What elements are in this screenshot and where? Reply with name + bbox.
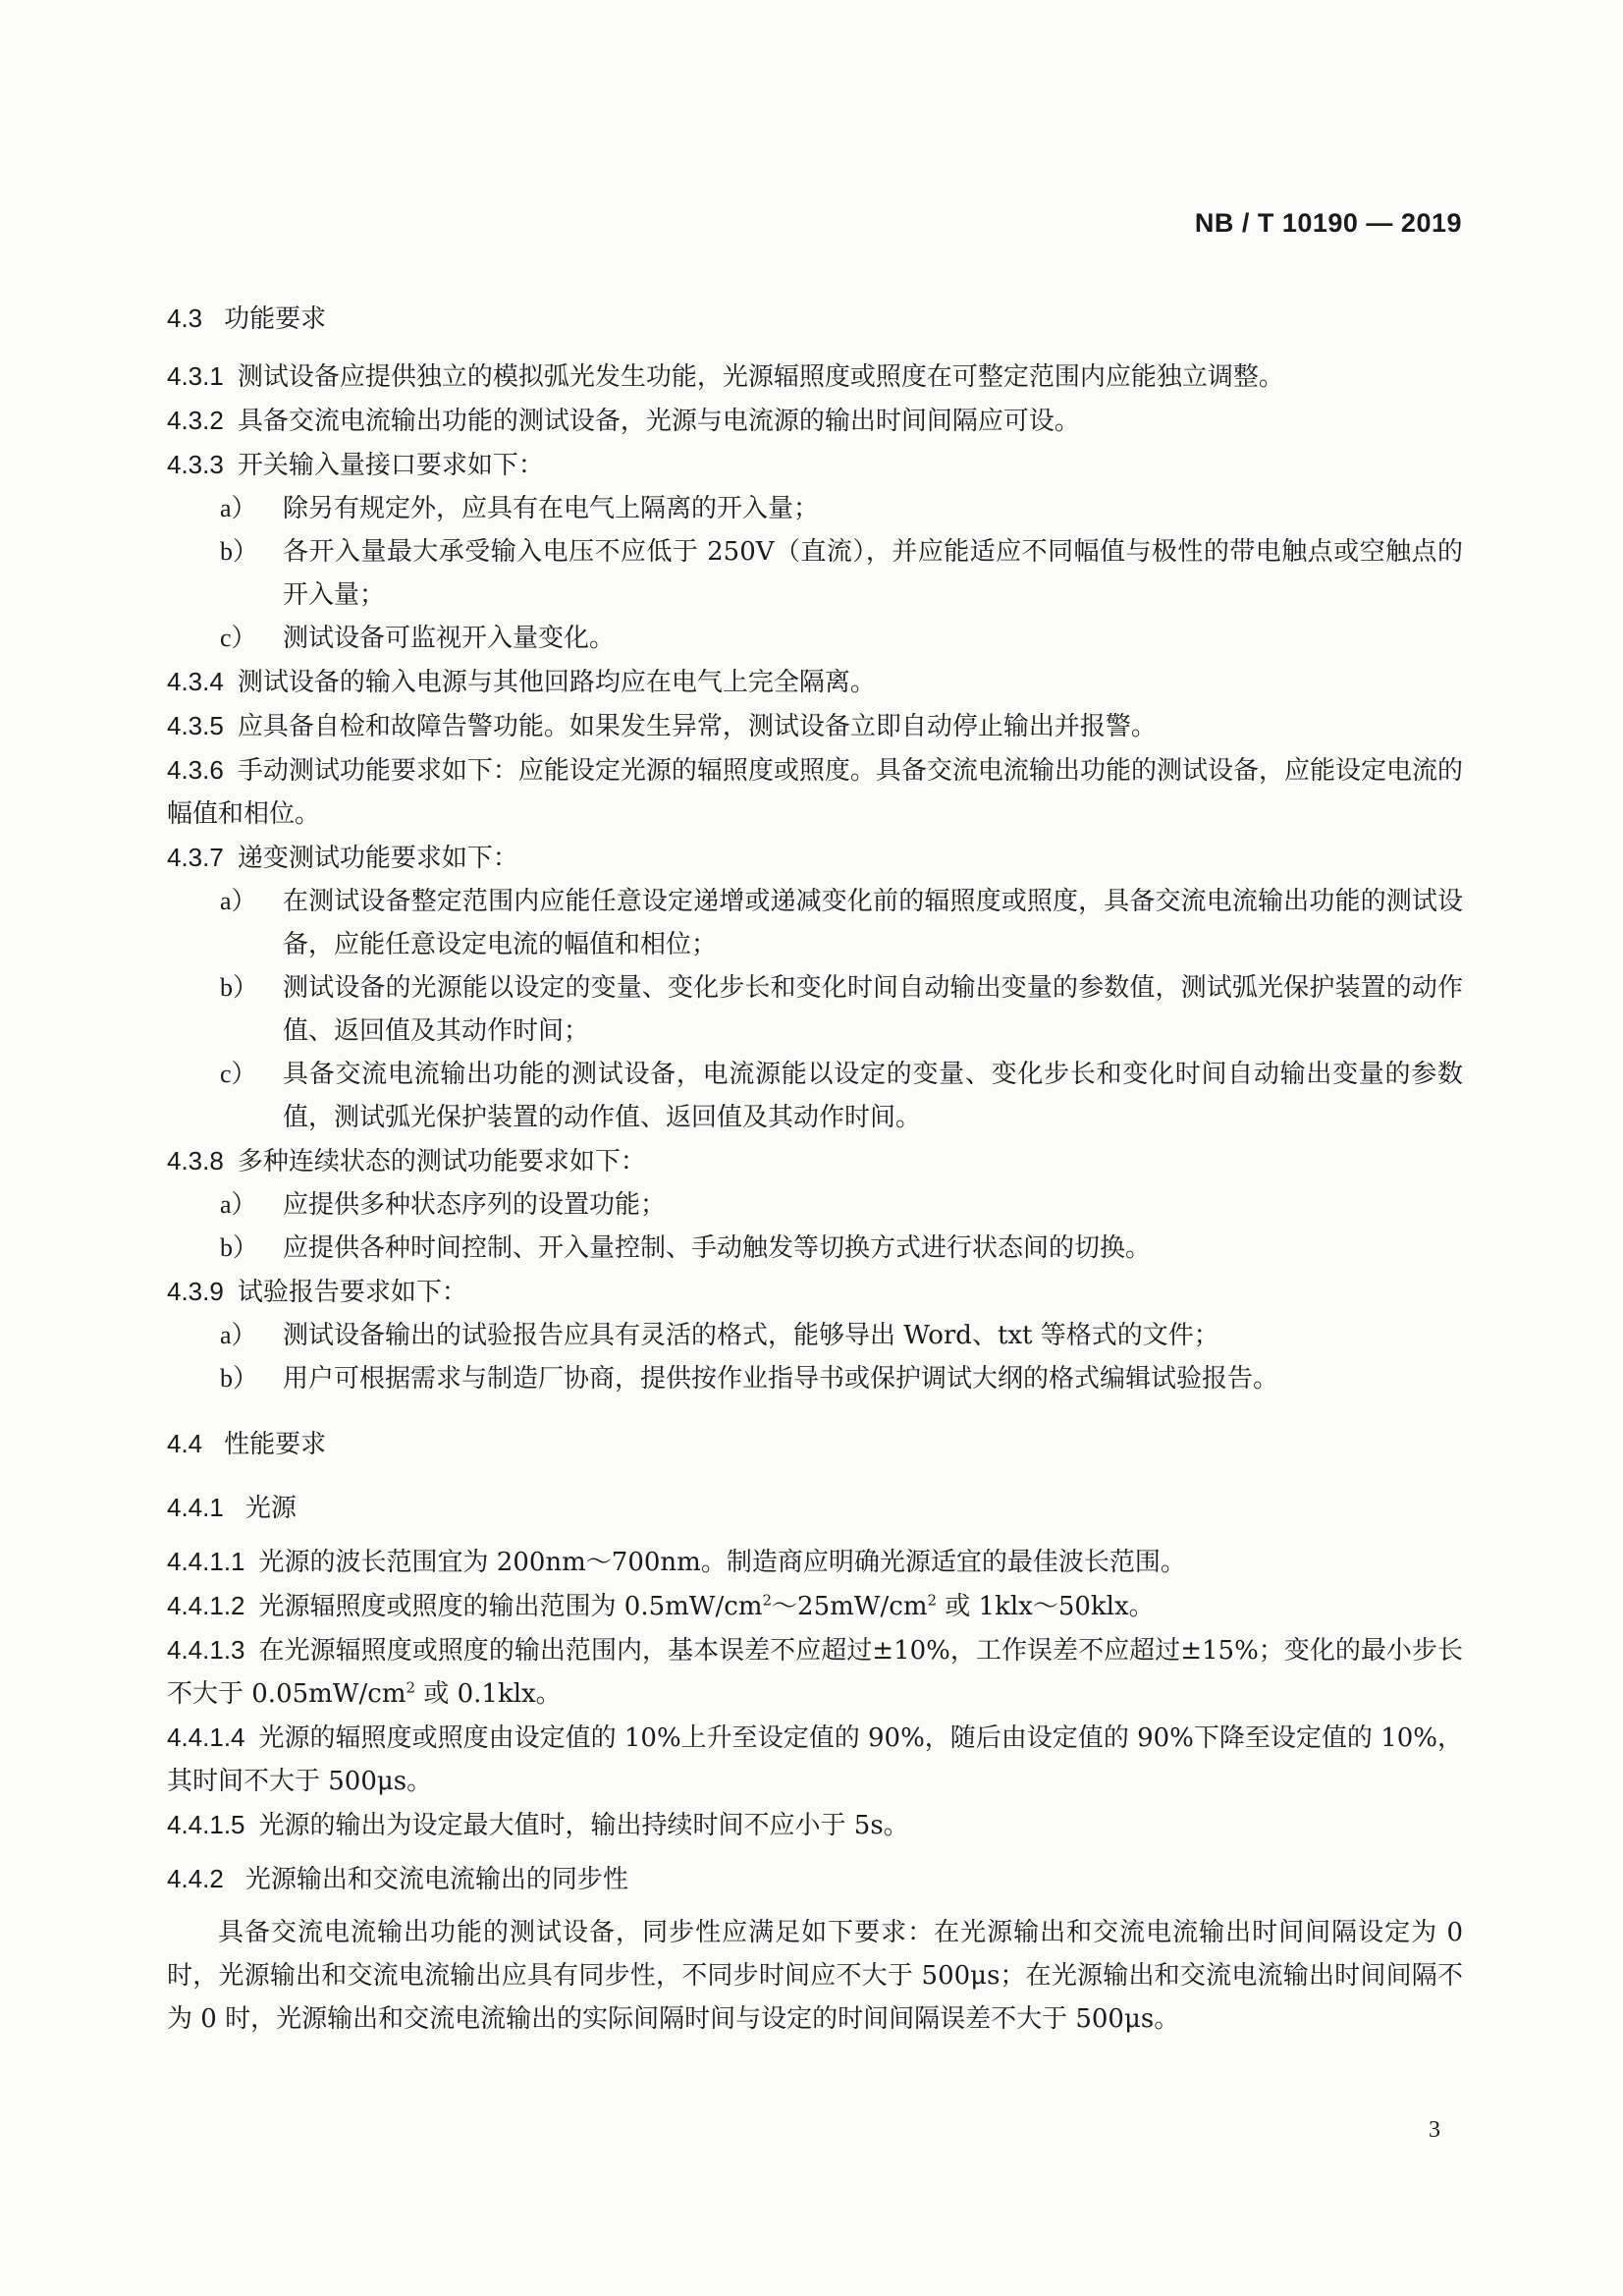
list-item — [167, 1053, 1463, 1139]
clause-number: 4.3.6 — [167, 755, 224, 785]
list-item — [167, 1314, 1463, 1357]
superscript: 2 — [927, 1591, 938, 1610]
clause — [167, 1716, 1463, 1803]
clause-text: 测试设备的输入电源与其他回路均应在电气上完全隔离。 — [237, 668, 876, 697]
text-run: ～25mW/cm — [772, 1592, 928, 1621]
clause — [167, 660, 1463, 704]
clause-number: 4.3.7 — [167, 843, 224, 872]
clause-number: 4.4.1.4 — [167, 1722, 245, 1752]
clause-text: 光源的输出为设定最大值时，输出持续时间不应小于 5s。 — [258, 1811, 909, 1840]
section-heading — [167, 1422, 1463, 1466]
list-item-text: 用户可根据需求与制造厂协商，提供按作业指导书或保护调试大纲的格式编辑试验报告。 — [283, 1364, 1279, 1394]
clause — [167, 355, 1463, 399]
clause-text: 应具备自检和故障告警功能。如果发生异常，测试设备立即自动停止输出并报警。 — [237, 712, 1157, 741]
clause — [167, 443, 1463, 487]
clause — [167, 1584, 1463, 1628]
clause-number: 4.3.8 — [167, 1146, 224, 1175]
text-run: 在光源辐照度或照度的输出范围内，基本误差不应超过±10%，工作误差不应超过±15%；变化的最小步长不大于 0.05mW/cm — [167, 1636, 1463, 1709]
paragraph: 具备交流电流输出功能的测试设备，同步性应满足如下要求：在光源输出和交流电流输出时间间隔设定为 0 时，光源输出和交流电流输出应具有同步性，不同步时间应不大于 500μs；在光源输出和交流电流输出时间间隔不为 0 时，光源输出和交流电流输出的实际间隔时间与设定的时间间隔误差不大于 500μs。 — [167, 1918, 1463, 2034]
section-number: 4.3 — [167, 303, 203, 333]
clause — [167, 1270, 1463, 1314]
list-item — [167, 1227, 1463, 1270]
text-run: 或 1klx～50klx。 — [937, 1592, 1155, 1621]
clause — [167, 1803, 1463, 1847]
clause-text: 具备交流电流输出功能的测试设备，光源与电流源的输出时间间隔应可设。 — [237, 407, 1080, 436]
clause-text — [259, 1592, 1155, 1621]
clause-number: 4.3.2 — [167, 406, 224, 435]
list-item-text: 测试设备输出的试验报告应具有灵活的格式，能够导出 Word、txt 等格式的文件； — [283, 1321, 1219, 1350]
clause-text: 光源的辐照度或照度由设定值的 10%上升至设定值的 90%，随后由设定值的 90%下降至设定值的 10%，其时间不大于 500μs。 — [167, 1723, 1463, 1796]
clause-text: 测试设备应提供独立的模拟弧光发生功能，光源辐照度或照度在可整定范围内应能独立调整。 — [237, 362, 1284, 392]
list-item — [167, 966, 1463, 1053]
section-title: 性能要求 — [224, 1430, 327, 1459]
list-marker: c） — [220, 624, 257, 652]
clause-number: 4.3.3 — [167, 450, 224, 479]
clause-text: 多种连续状态的测试功能要求如下： — [237, 1147, 646, 1176]
list-item-text: 测试设备的光源能以设定的变量、变化步长和变化时间自动输出变量的参数值，测试弧光保护装置的动作值、返回值及其动作时间； — [283, 973, 1463, 1046]
clause-text: 递变测试功能要求如下： — [237, 844, 518, 873]
clause-number: 4.3.4 — [167, 667, 224, 696]
list-marker: b） — [220, 1364, 259, 1393]
clause-text: 开关输入量接口要求如下： — [237, 451, 544, 480]
subsection-title: 光源 — [244, 1494, 297, 1523]
clause-number: 4.4.1.2 — [167, 1591, 245, 1620]
list-item-text: 在测试设备整定范围内应能任意设定递增或递减变化前的辐照度或照度，具备交流电流输出功能的测试设备，应能任意设定电流的幅值和相位； — [283, 887, 1463, 959]
list-item — [167, 530, 1463, 617]
list-item-text: 应提供各种时间控制、开入量控制、手动触发等切换方式进行状态间的切换。 — [283, 1233, 1152, 1263]
list-marker: a） — [220, 1321, 257, 1349]
subsection-number: 4.4.2 — [167, 1864, 224, 1893]
list-item — [167, 880, 1463, 966]
section-number: 4.4 — [167, 1429, 203, 1458]
page-content — [167, 297, 1463, 2041]
clause-number: 4.4.1.3 — [167, 1635, 245, 1665]
standard-number: NB / T 10190 — 2019 — [1194, 208, 1462, 238]
subsection-heading — [167, 1486, 1463, 1530]
list-item — [167, 617, 1463, 660]
clause-text: 光源的波长范围宜为 200nm～700nm。制造商应明确光源适宜的最佳波长范围。 — [258, 1548, 1186, 1577]
list-marker: a） — [220, 887, 257, 915]
list-marker: b） — [220, 1233, 259, 1262]
list-item-text: 各开入量最大承受输入电压不应低于 250V（直流），并应能适应不同幅值与极性的带电触点或空触点的开入量； — [283, 537, 1463, 610]
clause-number: 4.4.1.5 — [167, 1810, 245, 1839]
clause — [167, 704, 1463, 748]
list-marker: a） — [220, 1190, 257, 1219]
clause — [167, 1540, 1463, 1584]
clause — [167, 399, 1463, 443]
clause-number: 4.3.9 — [167, 1277, 224, 1306]
subsection-heading — [167, 1857, 1463, 1901]
clause — [167, 1628, 1463, 1716]
clause-text — [167, 1636, 1463, 1709]
clause-number: 4.3.1 — [167, 361, 224, 391]
list-marker: b） — [220, 537, 259, 566]
text-run: 或 0.1klx。 — [415, 1679, 562, 1709]
text-run: 光源辐照度或照度的输出范围为 0.5mW/cm — [258, 1592, 763, 1621]
list-item — [167, 1357, 1463, 1400]
list-item-text: 具备交流电流输出功能的测试设备，电流源能以设定的变量、变化步长和变化时间自动输出变量的参数值，测试弧光保护装置的动作值、返回值及其动作时间。 — [283, 1060, 1463, 1132]
list-marker: b） — [220, 973, 259, 1002]
list-item — [167, 487, 1463, 530]
clause — [167, 1139, 1463, 1183]
clause-number: 4.4.1.1 — [167, 1547, 245, 1576]
subsection-number: 4.4.1 — [167, 1493, 224, 1522]
page-number: 3 — [1429, 2117, 1440, 2143]
list-item-text: 除另有规定外，应具有在电气上隔离的开入量； — [283, 494, 820, 523]
section-title: 功能要求 — [224, 304, 327, 334]
clause-text: 手动测试功能要求如下：应能设定光源的辐照度或照度。具备交流电流输出功能的测试设备，应能设定电流的幅值和相位。 — [167, 756, 1463, 829]
superscript: 2 — [762, 1591, 773, 1610]
section-heading — [167, 297, 1463, 341]
list-item — [167, 1183, 1463, 1227]
clause-number: 4.3.5 — [167, 711, 224, 740]
superscript: 2 — [406, 1678, 416, 1697]
clause — [167, 836, 1463, 880]
list-marker: c） — [220, 1060, 257, 1088]
subsection-title: 光源输出和交流电流输出的同步性 — [244, 1865, 628, 1894]
clause — [167, 748, 1463, 836]
list-item-text: 应提供多种状态序列的设置功能； — [283, 1190, 667, 1220]
list-item-text: 测试设备可监视开入量变化。 — [283, 624, 616, 653]
clause-text: 试验报告要求如下： — [237, 1278, 467, 1307]
list-marker: a） — [220, 494, 257, 522]
